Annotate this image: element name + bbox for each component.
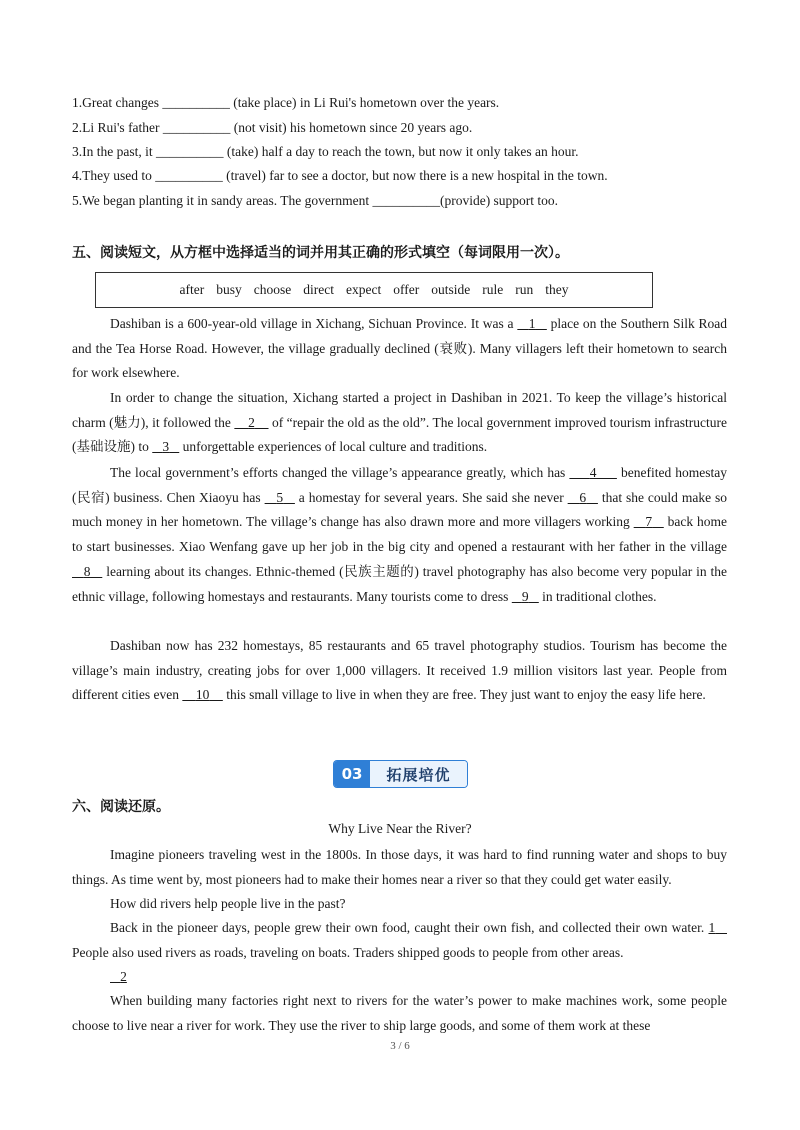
reading-paragraph-1: Imagine pioneers traveling west in the 1800s. In those days, it was hard to find running water and shops to buy things. As time went by, most pioneers had to make their homes near a river so that they could get water easily. [72,847,727,887]
word-bank-word: after [179,282,205,297]
word-bank-word: busy [216,282,242,297]
blank-5[interactable]: 5 [276,489,284,505]
blank-3[interactable]: 3 [162,439,170,455]
word-bank-word: expect [346,282,382,297]
reading-paragraph-2: How did rivers help people live in the past? [110,896,346,911]
blank-2[interactable]: 2 [248,414,255,430]
blank-10[interactable]: 10 [195,687,210,703]
word-bank-word: choose [253,282,292,297]
reading-paragraph-3: Back in the pioneer days, people grew their own food, caught their own fish, and collected their own water. 1 People also used rivers as roads, traveling on boats. Traders shipped goods to people from other areas. [72,916,727,965]
reading-paragraph-blank-2 [72,965,727,990]
exercise-item-4: 4.They used to __________ (travel) far to see a doctor, but now there is a new hospital in the town. [72,168,608,183]
word-bank-box [95,272,653,308]
exercise-item-2: 2.Li Rui's father __________ (not visit) his hometown since 20 years ago. [72,120,473,135]
passage-title: Why Live Near the River? [328,821,472,836]
blank-9[interactable]: 9 [521,588,529,604]
section-badge [333,760,468,788]
section-5-heading: 五、阅读短文，从方框中选择适当的词并用其正确的形式填空（每词限用一次）。 [72,245,569,261]
word-bank-word: they [545,282,569,297]
word-bank-word: outside [431,282,471,297]
page-number: 3 / 6 [390,1040,410,1052]
word-bank-word: run [515,282,534,297]
word-bank-word: offer [393,282,420,297]
word-bank-word: direct [303,282,334,297]
badge-number: 03 [334,761,370,787]
reading-blank-2[interactable]: 2 [120,969,127,984]
reading-paragraph-4: When building many factories right next to rivers for the water’s power to make machines work, some people choose to live near a river for work. They use the river to ship large goods, and some of them work at these [72,993,727,1033]
passage-paragraph-1: Dashiban is a 600-year-old village in Xichang, Sichuan Province. It was a 1 place on the Southern Silk Road and the Tea Horse Road. However, the village gradually declined (衰败). Many villagers left their hometown to search for work elsewhere. [72,316,728,381]
badge-label: 拓展培优 [370,761,467,787]
passage-paragraph-3: The local government’s efforts changed the village’s appearance greatly, which has 4 benefited homestay (民宿) business. Chen Xiaoyu has 5 a homestay for several years. She said she never 6 that she could make so much money in her hometown. The village’s change has also drawn more and more villagers working 7 back home to start businesses. Xiao Wenfang gave up her job in the big city and opened a restaurant with her father in the village 8 learning about its changes. Ethnic-themed (民族主题的) travel photography has also become very popular in the ethnic village, following homestays and restaurants. Many tourists come to dress 9 in traditional clothes. [72,465,728,604]
exercise-item-1: 1.Great changes __________ (take place) in Li Rui's hometown over the years. [72,95,500,110]
blank-6[interactable]: 6 [579,489,587,505]
blank-8[interactable]: 8 [83,563,91,579]
passage-paragraph-4: Dashiban now has 232 homestays, 85 restaurants and 65 travel photography studios. Tourism has become the village’s main industry, creating jobs for over 1,000 villagers. It received 1.9 million visitors last year. People from different cities even 10 this small village to live in when they are free. They just want to enjoy the easy life here. [72,638,727,703]
blank-7[interactable]: 7 [645,514,653,530]
section-6-heading: 六、阅读还原。 [72,799,170,815]
exercise-item-5: 5.We began planting it in sandy areas. The government __________(provide) support too. [72,193,559,208]
blank-1[interactable]: 1 [528,316,536,331]
exercise-item-3: 3.In the past, it __________ (take) half a day to reach the town, but now it only takes an hour. [72,144,579,159]
passage-paragraph-2: In order to change the situation, Xichang started a project in Dashiban in 2021. To keep the village’s historical charm (魅力), it followed the 2 of “repair the old as the old”. The local government improved tourism infrastructure (基础设施) to 3 unforgettable experiences of local culture and traditions. [72,390,728,455]
word-bank-word: rule [482,282,504,297]
reading-blank-1[interactable]: 1 [708,920,716,935]
blank-4[interactable]: 4 [589,465,597,480]
